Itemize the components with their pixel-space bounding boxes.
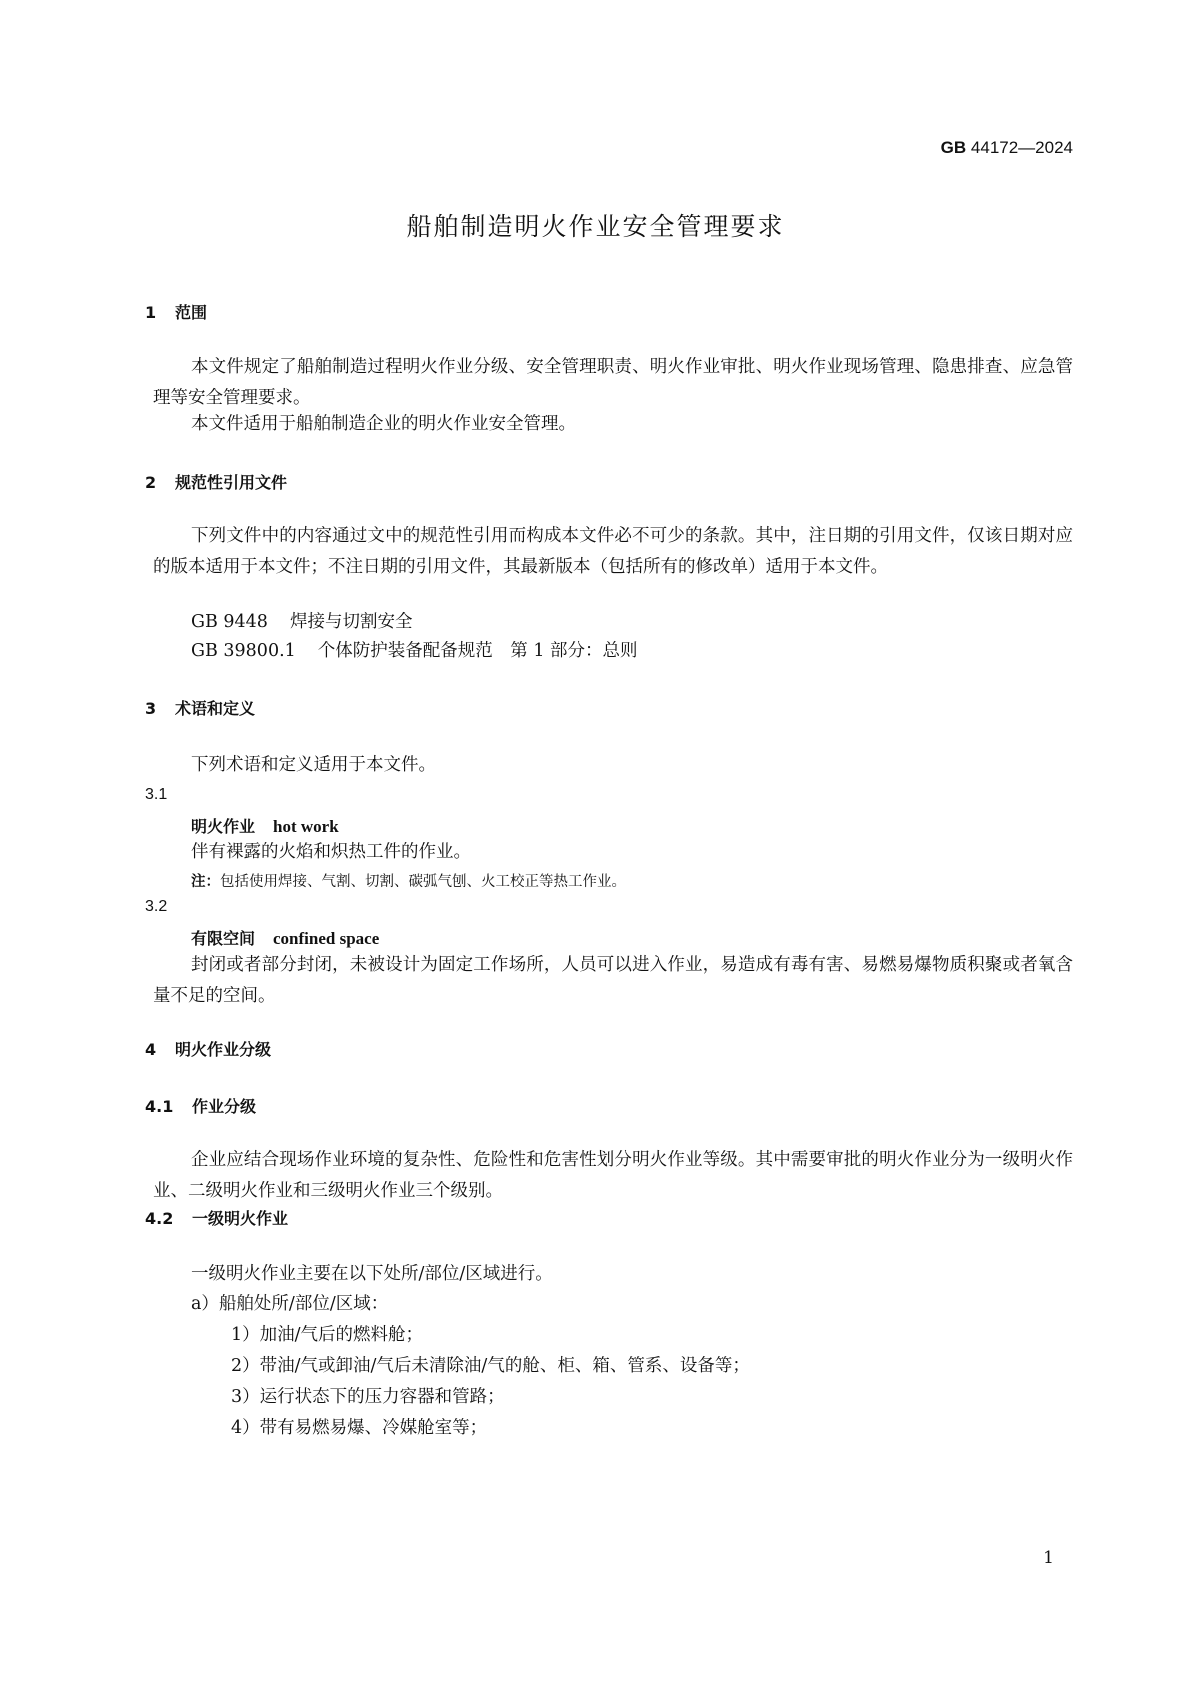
- section-3-heading: 3 术语和定义: [145, 699, 256, 718]
- list-item: a）船舶处所/部位/区域：: [191, 1294, 389, 1314]
- list-item: 2）带油/气或卸油/气后未清除油/气的舱、柜、箱、管系、设备等；: [231, 1356, 750, 1376]
- normative-reference-2: GB 39800.1 个体防护装备配备规范 第 1 部分：总则: [191, 641, 638, 661]
- list-item: 1）加油/气后的燃料舱；: [231, 1325, 424, 1345]
- term-note: 注：包括使用焊接、气割、切割、碳弧气刨、火工校正等热工作业。: [191, 874, 626, 890]
- section-4-heading: 4 明火作业分级: [145, 1040, 272, 1059]
- page-number: 1: [1043, 1548, 1054, 1568]
- section-1-paragraph-1: 本文件规定了船舶制造过程明火作业分级、安全管理职责、明火作业审批、明火作业现场管理、隐患排查、应急管理等安全管理要求。: [153, 357, 1073, 408]
- term-heading: 有限空间 confined space: [191, 929, 380, 948]
- term-number: 3.1: [145, 786, 168, 803]
- section-2-heading: 2 规范性引用文件: [145, 473, 288, 492]
- section-4-1-heading: 4.1 作业分级: [145, 1097, 257, 1116]
- term-number: 3.2: [145, 898, 168, 915]
- section-4-2-heading: 4.2 一级明火作业: [145, 1209, 289, 1228]
- term-definition: 伴有裸露的火焰和炽热工件的作业。: [191, 842, 471, 862]
- section-2-paragraph-1: 下列文件中的内容通过文中的规范性引用而构成本文件必不可少的条款。其中，注日期的引用文件，仅该日期对应的版本适用于本文件；不注日期的引用文件，其最新版本（包括所有的修改单）适用于本文件。: [153, 526, 1073, 577]
- document-title: 船舶制造明火作业安全管理要求: [406, 212, 785, 241]
- term-definition: 封闭或者部分封闭，未被设计为固定工作场所，人员可以进入作业，易造成有毒有害、易燃易爆物质积聚或者氧含量不足的空间。: [153, 955, 1073, 1006]
- list-item: 4）带有易燃易爆、冷媒舱室等；: [231, 1418, 488, 1438]
- normative-reference-1: GB 9448 焊接与切割安全: [191, 612, 413, 632]
- list-item: 3）运行状态下的压力容器和管路；: [231, 1387, 505, 1407]
- section-4-1-paragraph: 企业应结合现场作业环境的复杂性、危险性和危害性划分明火作业等级。其中需要审批的明火作业分为一级明火作业、二级明火作业和三级明火作业三个级别。: [153, 1150, 1073, 1201]
- section-1-paragraph-2: 本文件适用于船舶制造企业的明火作业安全管理。: [191, 414, 576, 434]
- section-3-paragraph-1: 下列术语和定义适用于本文件。: [191, 755, 436, 775]
- term-heading: 明火作业 hot work: [191, 817, 339, 836]
- standard-number: GB 44172—2024: [940, 138, 1073, 157]
- section-4-2-paragraph: 一级明火作业主要在以下处所/部位/区域进行。: [191, 1264, 553, 1284]
- section-1-heading: 1 范围: [145, 303, 208, 322]
